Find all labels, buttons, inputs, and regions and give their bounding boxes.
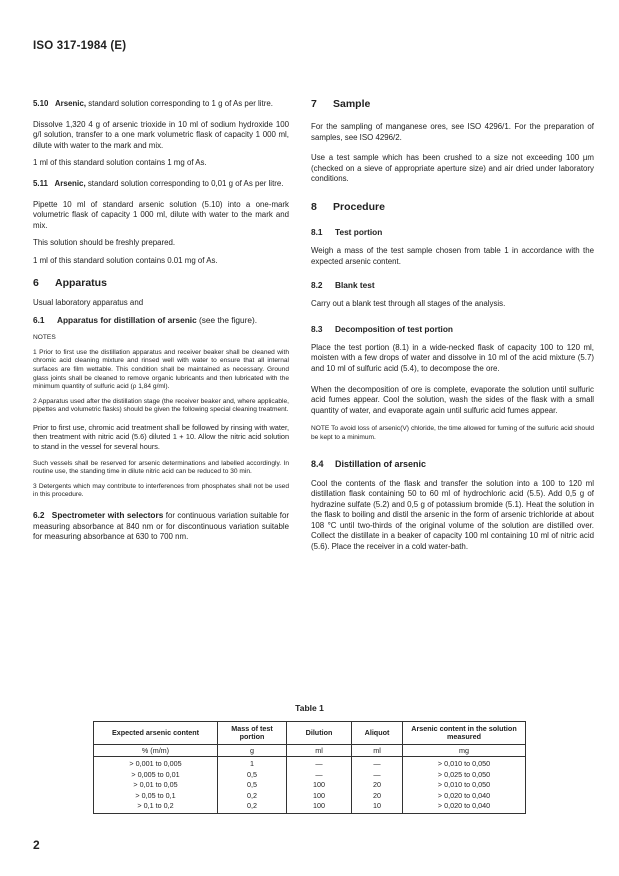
paragraph: Pipette 10 ml of standard arsenic solution (5.10) into a one-mark volumetric flask of capacity 1 000 ml, dilute with water to the mark and mix. <box>33 199 289 230</box>
table-title: Table 1 <box>295 703 324 713</box>
paragraph: Weigh a mass of the test sample chosen from table 1 in accordance with the expected arsenic content. <box>311 245 594 266</box>
section-8-3-number: 8.3 <box>311 323 323 334</box>
table-unit-cell: ml <box>287 745 352 757</box>
table-cell: 1 <box>218 757 287 770</box>
section-6-2-title: Spectrometer with selectors <box>51 510 164 521</box>
table-header-cell: Mass of test portion <box>218 722 287 745</box>
paragraph: When the decomposition of ore is complete, evaporate the solution until sulfuric acid fumes appear. Cool the solution, wash the sides of the flask with a small quantity of water, and evaporate again until sulfuric acid fumes appear. <box>311 384 594 415</box>
table-cell: > 0,020 to 0,040 <box>403 791 526 801</box>
section-8-title: Procedure <box>333 200 385 213</box>
table-cell: 20 <box>352 791 403 801</box>
section-8-2-title: Blank test <box>335 280 375 291</box>
note-3: 3 Detergents which may contribute to interferences from phosphates shall not be used in this procedure. <box>33 482 289 499</box>
table-header-cell: Arsenic content in the solution measured <box>403 722 526 745</box>
table-row <box>94 791 526 801</box>
section-6-1-heading <box>33 315 289 325</box>
paragraph: Carry out a blank test through all stages of the analysis. <box>311 299 506 309</box>
section-6-2-text: for continuous variation suitable for measuring absorbance at 840 nm or for discontinuous variation suitable for measuring absorbance at 630 to 700 nm. <box>33 511 289 542</box>
table-cell: > 0,1 to 0,2 <box>94 801 218 814</box>
section-5-10-title: Arsenic, <box>54 99 87 108</box>
table-header-row <box>94 722 526 745</box>
section-6-1-number: 6.1 <box>33 315 45 326</box>
table-row <box>94 780 526 790</box>
section-8-1-title: Test portion <box>335 226 383 237</box>
table-cell: > 0,010 to 0,050 <box>403 780 526 790</box>
table-cell: 0,5 <box>218 770 287 780</box>
note: NOTE To avoid loss of arsenic(V) chloride, the time allowed for fuming of the sulfuric acid should be kept to a minimum. <box>311 425 594 441</box>
table-cell: > 0,010 to 0,050 <box>403 757 526 770</box>
section-6-number: 6 <box>33 276 39 289</box>
section-8-4-heading <box>311 459 594 469</box>
note-1: 1 Prior to first use the distillation apparatus and receiver beaker shall be cleaned with chromic acid cleaning mixture and rinsed well with water to ensure that all internal surfaces are film wettable. This condition shall be maintained as necessary. Ground glass joints shall be cleaned to remove organic lubricants and then lubricated with the minimum quantity of sulfuric acid (ρ 1,84 g/ml). <box>33 348 289 391</box>
section-5-11-title: Arsenic, <box>54 178 86 188</box>
section-8-3-title: Decomposition of test portion <box>335 323 453 334</box>
table-cell: — <box>352 757 403 770</box>
section-8-1-number: 8.1 <box>311 226 323 237</box>
section-6-1-text: (see the figure). <box>196 315 258 326</box>
table-cell: — <box>352 770 403 780</box>
table-header-cell: Aliquot <box>352 722 403 745</box>
table-cell: > 0,025 to 0,050 <box>403 770 526 780</box>
table-row <box>94 757 526 770</box>
table-1 <box>93 721 526 814</box>
note-2: 2 Apparatus used after the distillation stage (the receiver beaker and, where applicable, pipettes and volumetric flasks) should be given the following special cleaning treatment. <box>33 397 289 414</box>
section-8-3-heading <box>311 324 594 334</box>
section-6-title: Apparatus <box>55 276 107 289</box>
table-cell: 0,2 <box>218 801 287 814</box>
table-cell: 0,5 <box>218 780 287 790</box>
table-cell: > 0,001 to 0,005 <box>94 757 218 770</box>
section-7-number: 7 <box>311 98 317 110</box>
table-unit-cell: g <box>218 745 287 757</box>
notes-label: NOTES <box>33 334 56 342</box>
paragraph: Place the test portion (8.1) in a wide-necked flask of capacity 100 to 120 ml, moisten with a few drops of water and dissolve in 10 ml of the acid mixture (5.7) and 10 ml of sulfuric acid (5.4), to decompose the ore. <box>311 342 594 373</box>
section-5-10-text: standard solution corresponding to 1 g of As per litre. <box>86 99 273 108</box>
paragraph: 1 ml of this standard solution contains 0.01 mg of As. <box>33 255 218 265</box>
table-cell: 20 <box>352 780 403 790</box>
paragraph: Cool the contents of the flask and transfer the solution into a 100 to 120 ml distillation flask containing 50 to 60 ml of hydrochloric acid (5.5). Add 0,5 g of hydrazine sulfate (5.2) and 0,5 g of potassium bromide (5.1). Heat the solution in the flask to boiling and distil the arsenic in the form of arsenic trichloride at about 108 °C until two-thirds of the original volume of the solution are distilled over. Collect the distillate in a beaker of capacity 100 ml containing 10 ml of nitric acid (5.6). Place the receiver in a cold water-bath. <box>311 478 594 552</box>
section-8-2-number: 8.2 <box>311 280 323 291</box>
paragraph: Usual laboratory apparatus and <box>33 297 144 307</box>
table-header-cell: Dilution <box>287 722 352 745</box>
table-cell: 10 <box>352 801 403 814</box>
table-cell: 100 <box>287 791 352 801</box>
section-8-4-number: 8.4 <box>311 458 324 469</box>
paragraph: Dissolve 1,320 4 g of arsenic trioxide in 10 ml of sodium hydroxide 100 g/l solution, transfer to a one mark volumetric flask of capacity 1 000 ml, dilute with water to the mark and mix. <box>33 119 289 150</box>
table-unit-cell: mg <box>403 745 526 757</box>
section-7-heading <box>311 98 594 110</box>
table-cell: > 0,01 to 0,05 <box>94 780 218 790</box>
paragraph: 1 ml of this standard solution contains 1 mg of As. <box>33 158 207 168</box>
section-8-2-heading <box>311 280 594 290</box>
table-cell: > 0,005 to 0,01 <box>94 770 218 780</box>
table-row <box>94 770 526 780</box>
table-cell: — <box>287 770 352 780</box>
section-5-10-heading <box>33 99 289 110</box>
table-unit-cell: ml <box>352 745 403 757</box>
table-header-cell: Expected arsenic content <box>94 722 218 745</box>
section-6-heading <box>33 277 289 289</box>
section-6-2-heading <box>33 510 289 543</box>
table-cell: 100 <box>287 801 352 814</box>
section-5-10-number: 5.10 <box>33 99 49 108</box>
table-cell: — <box>287 757 352 770</box>
paragraph: For the sampling of manganese ores, see ISO 4296/1. For the preparation of samples, see ISO 4296/2. <box>311 122 594 142</box>
table-cell: > 0,020 to 0,040 <box>403 801 526 814</box>
table-unit-cell: % (m/m) <box>94 745 218 757</box>
document-header: ISO 317-1984 (E) <box>33 40 127 52</box>
section-8-number: 8 <box>311 200 317 213</box>
section-5-11-number: 5.11 <box>33 178 48 188</box>
left-column <box>33 98 289 550</box>
page-number: 2 <box>33 838 40 852</box>
table-cell: > 0,05 to 0,1 <box>94 791 218 801</box>
section-8-4-title: Distillation of arsenic <box>335 458 427 469</box>
paragraph: Use a test sample which has been crushed to a size not exceeding 100 µm (checked on a sieve of appropriate aperture size) and air dried under laboratory conditions. <box>311 153 594 184</box>
section-7-title: Sample <box>333 98 371 110</box>
table-units-row <box>94 745 526 757</box>
section-8-heading <box>311 201 594 213</box>
paragraph: This solution should be freshly prepared. <box>33 238 176 248</box>
section-5-11-text: standard solution corresponding to 0,01 g of As per litre. <box>85 178 284 188</box>
note-prior-use: Prior to first use, chromic acid treatment shall be followed by rinsing with water, then treatment with nitric acid (5.6) diluted 1 + 10. Allow the nitric acid solution to stand in the vessel for several hours. <box>33 422 289 452</box>
section-8-1-heading <box>311 227 594 237</box>
table-cell: 0,2 <box>218 791 287 801</box>
right-column <box>311 98 594 560</box>
section-6-2-number: 6.2 <box>33 510 45 521</box>
section-5-11-heading <box>33 179 289 190</box>
section-6-1-title: Apparatus for distillation of arsenic <box>57 315 197 326</box>
note-such-vessels: Such vessels shall be reserved for arsenic determinations and labelled accordingly. In routine use, the standing time in dilute nitric acid can be reduced to 30 min. <box>33 459 289 476</box>
table-cell: 100 <box>287 780 352 790</box>
table-row <box>94 801 526 814</box>
